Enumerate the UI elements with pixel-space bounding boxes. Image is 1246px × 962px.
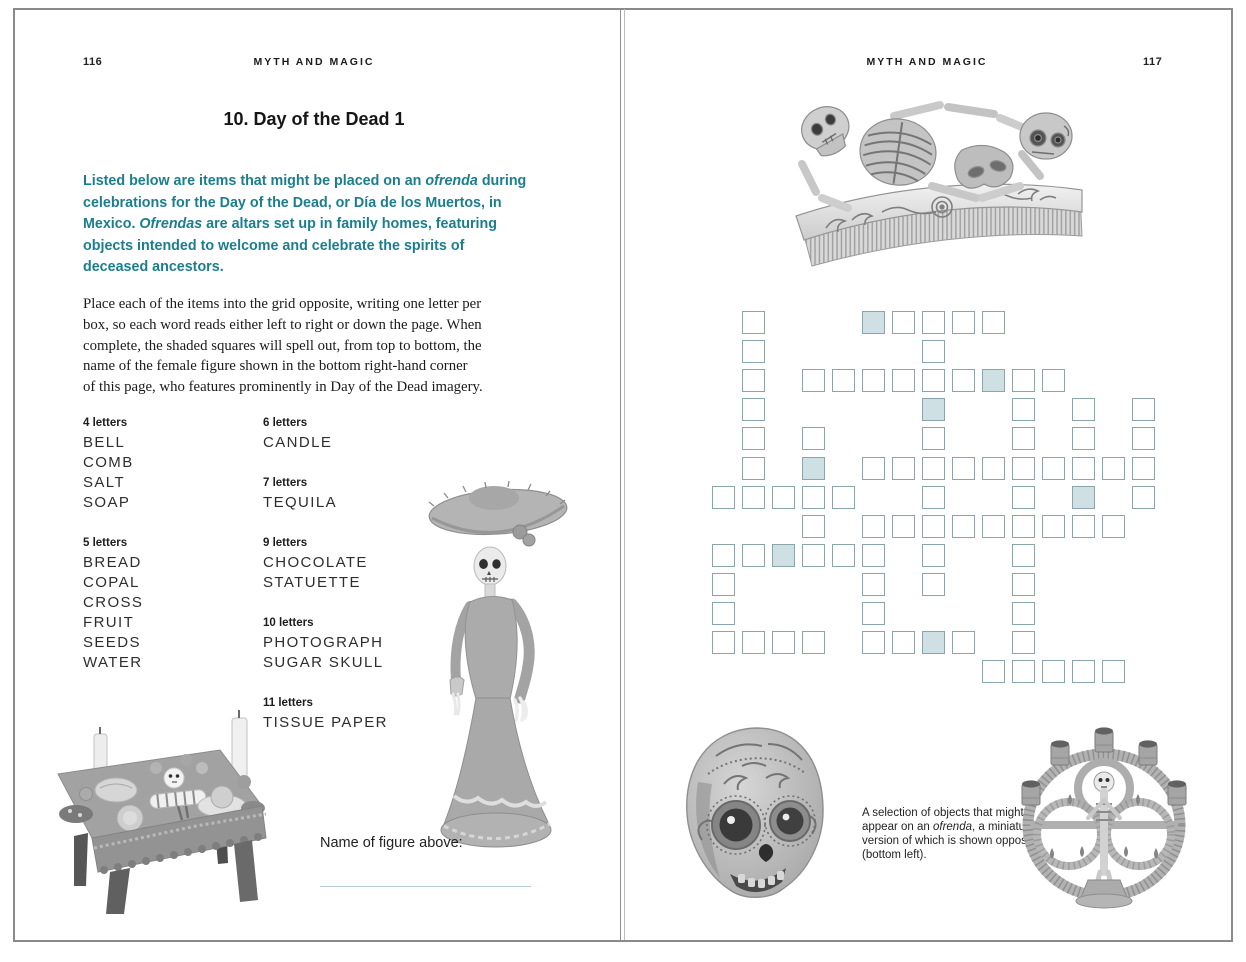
word-count-heading: 5 letters (83, 537, 128, 549)
grid-cell (1042, 515, 1065, 538)
puzzle-word: COPAL (83, 574, 140, 591)
grid-cell (982, 311, 1005, 334)
puzzle-word: SEEDS (83, 634, 141, 651)
grid-cell (862, 457, 885, 480)
word-count-heading: 6 letters (263, 417, 308, 429)
grid-cell (742, 544, 765, 567)
puzzle-word: SOAP (83, 494, 131, 511)
frame-top-line (13, 8, 1233, 10)
instructions-paragraph: Place each of the items into the grid opposite, writing one letter per box, so each word reads either left to right or down the page. When complete, the shaded squares will spell out, from top to bottom, the name of the female figure shown in the bottom right-hand corner of this page, who features prominently in Day of the Dead imagery. (83, 296, 483, 396)
grid-cell-shaded (772, 544, 795, 567)
puzzle-word: SALT (83, 474, 126, 491)
grid-cell (892, 631, 915, 654)
page-gutter-line (620, 9, 621, 940)
grid-cell (1132, 486, 1155, 509)
grid-cell (952, 311, 975, 334)
grid-cell (892, 515, 915, 538)
grid-cell (952, 457, 975, 480)
grid-cell (1132, 457, 1155, 480)
catrina-figurine-photo (420, 474, 572, 860)
name-prompt-label: Name of figure above: (320, 835, 463, 851)
grid-cell (772, 631, 795, 654)
grid-cell (1102, 660, 1125, 683)
word-count-heading: 11 letters (263, 697, 313, 709)
grid-cell (862, 573, 885, 596)
grid-cell (952, 369, 975, 392)
frame-bottom-line (13, 940, 1233, 942)
grid-cell (802, 427, 825, 450)
grid-cell (1072, 457, 1095, 480)
grid-cell (952, 515, 975, 538)
photo-caption: A selection of objects that might appear on an ofrenda, a miniature version of which is shown opposite (bottom left). (862, 807, 1040, 861)
puzzle-word: PHOTOGRAPH (263, 634, 384, 651)
grid-cell (742, 631, 765, 654)
grid-cell-shaded (922, 398, 945, 421)
grid-cell (1012, 427, 1035, 450)
grid-cell (892, 311, 915, 334)
grid-cell (1102, 515, 1125, 538)
grid-cell (922, 486, 945, 509)
word-count-heading: 4 letters (83, 417, 128, 429)
grid-cell (1012, 544, 1035, 567)
grid-cell (712, 486, 735, 509)
grid-cell (862, 515, 885, 538)
grid-cell (1072, 660, 1095, 683)
intro-paragraph: Listed below are items that might be placed on an ofrenda during celebrations for the Day of the Dead, or Día de los Muertos, in Mexico. Ofrendas are altars set up in family homes, featuring objects intended to welcome and celebrate the spirits of deceased ancestors. (83, 173, 527, 275)
grid-cell (802, 544, 825, 567)
grid-cell (982, 515, 1005, 538)
grid-cell (922, 544, 945, 567)
grid-cell (1012, 631, 1035, 654)
word-list-column-2 (263, 413, 388, 753)
grid-cell (742, 457, 765, 480)
grid-cell (922, 311, 945, 334)
grid-cell (742, 340, 765, 363)
grid-cell (1072, 515, 1095, 538)
grid-cell-shaded (922, 631, 945, 654)
grid-cell (1012, 398, 1035, 421)
word-count-heading: 10 letters (263, 617, 314, 629)
grid-cell (892, 369, 915, 392)
grid-cell (922, 427, 945, 450)
frame-left-line (13, 8, 15, 942)
puzzle-word: CHOCOLATE (263, 554, 368, 571)
grid-cell (1132, 398, 1155, 421)
puzzle-word: TEQUILA (263, 494, 337, 511)
grid-cell (1012, 602, 1035, 625)
sugar-skull-photo (672, 722, 837, 910)
grid-cell (1012, 660, 1035, 683)
puzzle-word: STATUETTE (263, 574, 361, 591)
grid-cell (862, 631, 885, 654)
page-number-right: 117 (1143, 56, 1163, 68)
page-gutter-line-2 (624, 9, 625, 940)
grid-cell (802, 631, 825, 654)
grid-cell (1132, 427, 1155, 450)
puzzle-word: FRUIT (83, 614, 135, 631)
grid-cell (922, 515, 945, 538)
grid-cell (742, 427, 765, 450)
grid-cell (742, 369, 765, 392)
puzzle-word: WATER (83, 654, 143, 671)
grid-cell (712, 573, 735, 596)
frame-right-line (1231, 8, 1233, 942)
grid-cell (832, 486, 855, 509)
grid-cell (862, 602, 885, 625)
grid-cell (712, 602, 735, 625)
puzzle-word: BELL (83, 434, 126, 451)
grid-cell (922, 369, 945, 392)
grid-cell (922, 573, 945, 596)
grid-cell (712, 544, 735, 567)
grid-cell (1042, 457, 1065, 480)
grid-cell (1042, 660, 1065, 683)
grid-cell (1072, 398, 1095, 421)
grid-cell-shaded (1072, 486, 1095, 509)
puzzle-word: COMB (83, 454, 134, 471)
page-number-left: 116 (83, 56, 103, 68)
grid-cell (802, 369, 825, 392)
grid-cell (1012, 515, 1035, 538)
grid-cell (1012, 486, 1035, 509)
grid-cell (802, 486, 825, 509)
grid-cell (1012, 369, 1035, 392)
grid-cell (742, 486, 765, 509)
puzzle-word: SUGAR SKULL (263, 654, 384, 671)
grid-cell (952, 631, 975, 654)
grid-cell (832, 544, 855, 567)
puzzle-word: CROSS (83, 594, 144, 611)
running-header-right: MYTH AND MAGIC (866, 56, 988, 68)
grid-cell (712, 631, 735, 654)
grid-cell (982, 660, 1005, 683)
crossword-grid (712, 311, 1157, 686)
grid-cell (1042, 369, 1065, 392)
puzzle-word: BREAD (83, 554, 142, 571)
grid-cell (832, 369, 855, 392)
skeleton-comb-photo (782, 88, 1094, 270)
word-count-heading: 9 letters (263, 537, 308, 549)
grid-cell (1102, 457, 1125, 480)
grid-cell (982, 457, 1005, 480)
grid-cell (1012, 573, 1035, 596)
grid-cell (1012, 457, 1035, 480)
puzzle-word: CANDLE (263, 434, 333, 451)
answer-line (320, 886, 531, 887)
grid-cell-shaded (802, 457, 825, 480)
grid-cell (772, 486, 795, 509)
grid-cell (742, 398, 765, 421)
grid-cell (802, 515, 825, 538)
puzzle-title: 10. Day of the Dead 1 (223, 109, 405, 129)
candelabra-photo (1012, 722, 1197, 910)
grid-cell (922, 340, 945, 363)
word-list-column-1 (83, 413, 143, 693)
grid-cell (742, 311, 765, 334)
grid-cell (862, 544, 885, 567)
puzzle-word: TISSUE PAPER (263, 714, 388, 731)
word-count-heading: 7 letters (263, 477, 308, 489)
grid-cell (1072, 427, 1095, 450)
grid-cell (862, 369, 885, 392)
grid-cell (922, 457, 945, 480)
running-header-left: MYTH AND MAGIC (253, 56, 375, 68)
grid-cell-shaded (862, 311, 885, 334)
grid-cell (892, 457, 915, 480)
ofrenda-miniature-photo (28, 698, 273, 916)
grid-cell-shaded (982, 369, 1005, 392)
